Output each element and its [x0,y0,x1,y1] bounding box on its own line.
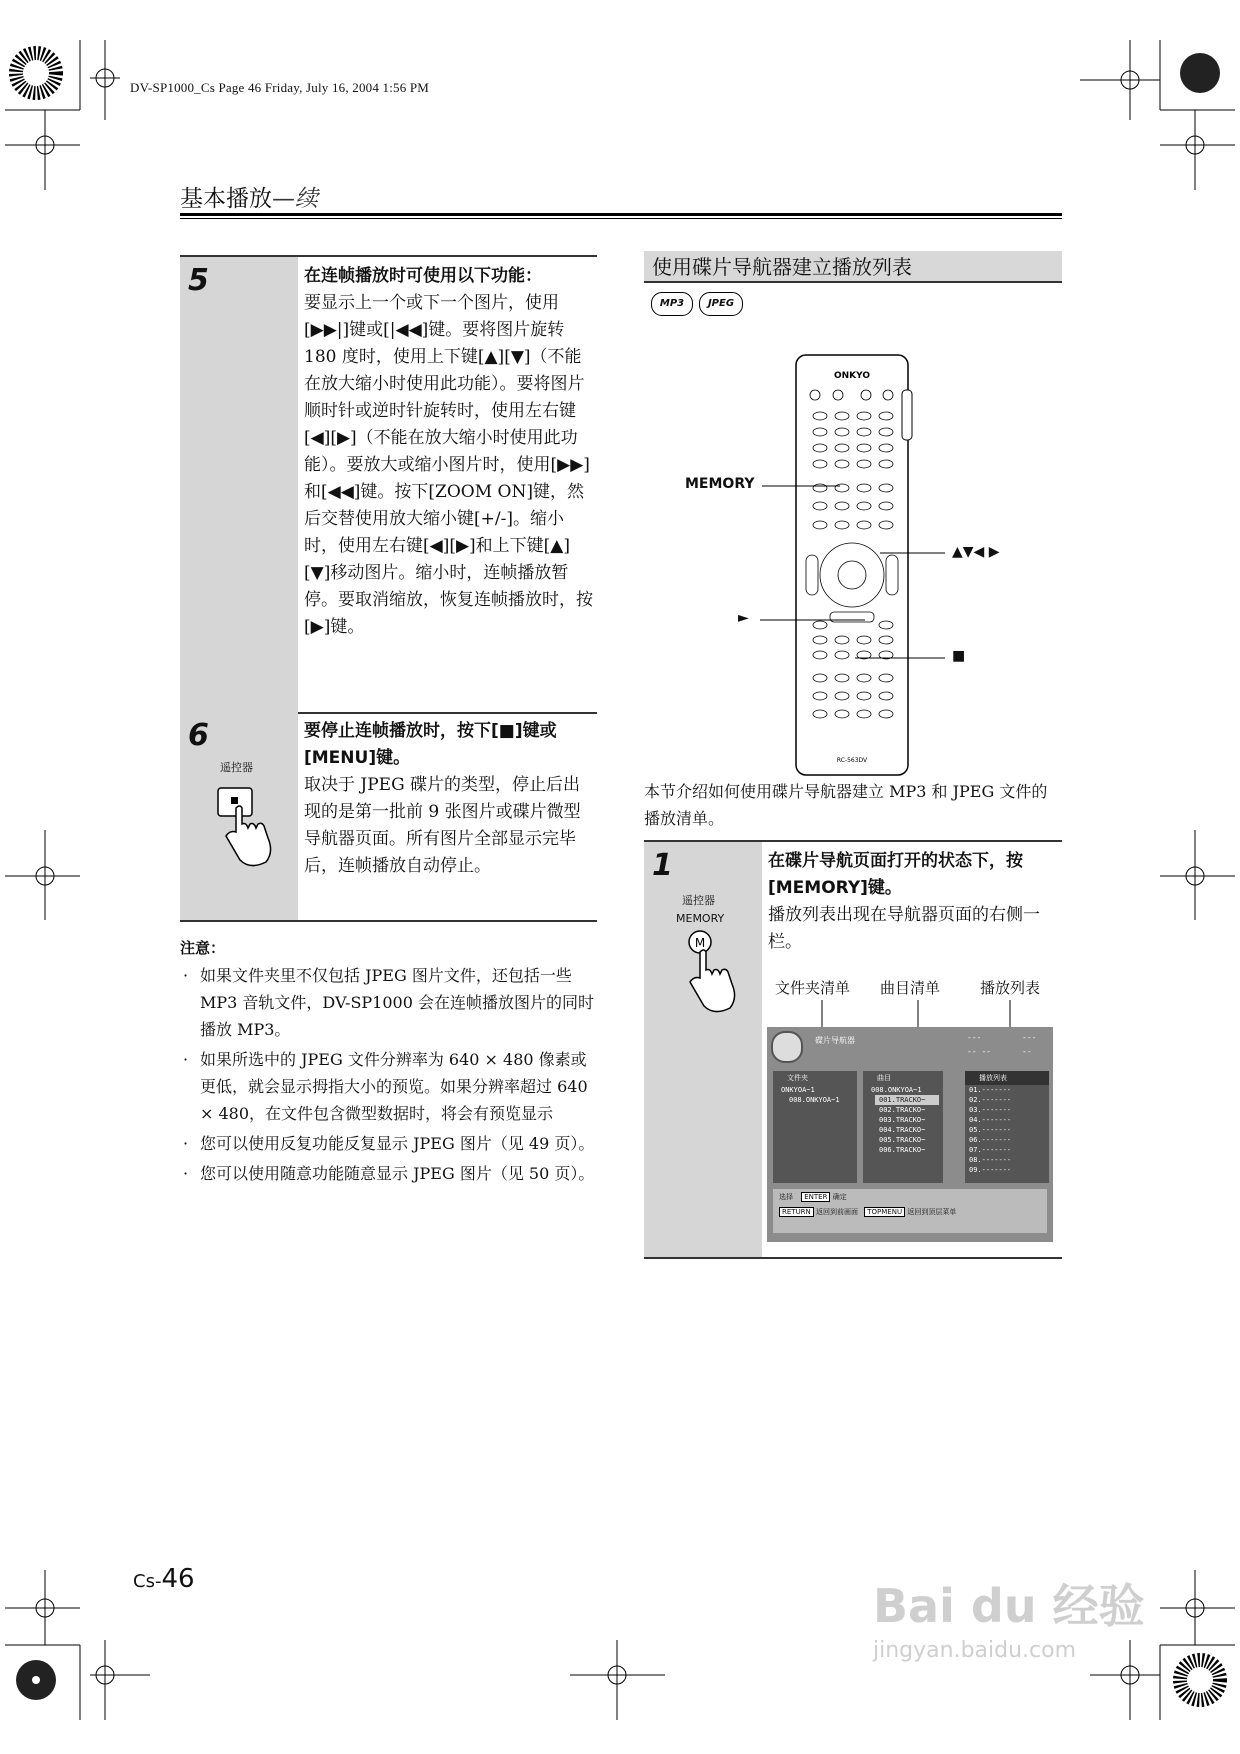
playlist-slot[interactable]: 02.------- [969,1096,1012,1104]
remote-model: RC-563DV [836,757,868,764]
remote-brand: ONKYO [833,371,871,381]
track-item[interactable]: 004.TRACKO~ [879,1126,926,1134]
memory-callout: MEMORY [685,476,755,492]
track-item[interactable]: 008.ONKYOA~1 [871,1086,922,1094]
playlist-label: 播放列表 [980,979,1041,997]
enter-hint: 确定 [832,1193,847,1201]
playlist-pane-header: 播放列表 [965,1071,1049,1085]
track-item[interactable]: 006.TRACKO~ [879,1146,926,1154]
play-callout: ► [738,610,749,626]
notes [180,935,600,1190]
callout-lines [760,480,960,660]
step-5 [180,255,597,714]
section-title: 使用碟片导航器建立播放列表 [644,251,1062,283]
enter-key[interactable]: ENTER [801,1192,830,1202]
folder-item[interactable]: 008.ONKYOA~1 [789,1096,840,1104]
track-item-selected[interactable]: 001.TRACKO~ [875,1095,939,1105]
playlist-pane [965,1071,1049,1183]
print-header: DV-SP1000_Cs Page 46 Friday, July 16, 2004 1:56 PM [130,80,430,95]
step-number: 5 [188,263,209,298]
title-rule-thin [180,218,1062,219]
step-text [768,848,1058,956]
topmenu-hint: 返回到顶层菜单 [907,1208,957,1216]
stop-callout: ■ [952,648,966,664]
disc-icon [771,1031,803,1063]
screen-title: 碟片导航器 [815,1036,855,1045]
playlist-slot[interactable]: 01.------- [969,1086,1012,1094]
note-item: · 您可以使用反复功能反复显示 JPEG 图片（见 49 页）。 [180,1130,600,1157]
step-6 [180,712,597,922]
track-item[interactable]: 003.TRACKO~ [879,1116,926,1124]
page-title: 基本播放—续 [180,186,318,212]
playlist-slot[interactable]: 09.------- [969,1166,1012,1174]
step-heading: 在连帧播放时可使用以下功能： [304,266,542,286]
screen-footer [773,1189,1047,1233]
track-list-label: 曲目清单 [880,979,941,997]
playlist-slot[interactable]: 08.------- [969,1156,1012,1164]
folder-pane-header: 文件夹 [787,1074,808,1082]
remote-label: 遥控器 [682,894,715,907]
note-item: · 如果文件夹里不仅包括 JPEG 图片文件，还包括一些 MP3 音轨文件，DV-SP1000 会在连帧播放图片的同时播放 MP3。 [180,962,600,1043]
mp3-badge: MP3 [651,292,693,316]
notes-heading: 注意： [180,939,226,957]
memory-key-label: MEMORY [676,912,725,925]
intro-text: 本节介绍如何使用碟片导航器建立 MP3 和 JPEG 文件的播放清单。 [644,782,1048,828]
step-heading: 在碟片导航页面打开的状态下，按[MEMORY]键。 [768,851,1023,898]
step-body: 要显示上一个或下一个图片，使用[▶▶|]键或[|◀◀]键。要将图片旋转 180 度时，使用上下键[▲][▼]（不能在放大缩小时使用此功能）。要将图片顺时针或逆时针旋转时，使用左右键[◀][▶]（不能在放大缩小时使用此功能）。要放大或缩小图片时，使用[▶▶]和[◀◀]键。按下[ZOOM ON]键，然后交替使用放大缩小键[+/-]。缩小时，使用左右键[◀][▶]和上下键[▲][▼]移动图片。缩小时，连帧播放暂停。要取消缩放，恢复连帧播放时，按[▶]键。 [304,293,593,637]
track-item[interactable]: 005.TRACKO~ [879,1136,926,1144]
playlist-slot[interactable]: 04.------- [969,1116,1012,1124]
track-pane [863,1071,943,1183]
note-item: · 您可以使用随意功能随意显示 JPEG 图片（见 50 页）。 [180,1160,600,1187]
arrows-callout: ▲▼◀ ▶ [952,544,1000,560]
folder-list-label: 文件夹清单 [775,979,851,997]
watermark [873,1570,1145,1663]
note-item: · 如果所选中的 JPEG 文件分辨率为 640 × 480 像素或更低，就会显示拇指大小的预览。如果分辨率超过 640 × 480，在文件包含微型数据时，将会有预览显示 [180,1046,600,1127]
track-pane-header: 曲目 [877,1074,891,1082]
playlist-slot[interactable]: 06.------- [969,1136,1012,1144]
step-text [304,718,594,880]
hand-press-stop-icon [210,782,280,872]
step-text [304,263,594,641]
return-hint: 返回到前画面 [816,1208,859,1216]
step-body: 取决于 JPEG 碟片的类型，停止后出现的是第一批前 9 张图片或碟片微型导航器页面。所有图片全部显示完毕后，连帧播放自动停止。 [304,775,581,876]
playlist-slot[interactable]: 07.------- [969,1146,1012,1154]
step-heading: 要停止连帧播放时，按下[■]键或[MENU]键。 [304,721,557,768]
step-number-column [644,842,762,1257]
folder-item[interactable]: ONKYOA~1 [781,1086,815,1094]
playlist-slot[interactable]: 03.------- [969,1106,1012,1114]
svg-text:M: M [694,936,706,950]
step-body: 播放列表出现在导航器页面的右侧一栏。 [768,905,1040,952]
return-key[interactable]: RETURN [779,1207,814,1217]
select-hint: 选择 [779,1193,793,1201]
page-number: Cs-46 [133,1564,195,1594]
hand-press-memory-icon [668,926,748,1016]
step-number-column [180,257,298,712]
track-item[interactable]: 002.TRACKO~ [879,1106,926,1114]
watermark-main: Bai du 经验 [873,1579,1145,1633]
remote-label: 遥控器 [220,761,253,774]
step-number: 6 [188,718,209,753]
screen-stat: -- [1022,1047,1032,1056]
step-number-column [180,712,298,920]
disc-navigator-screen [767,1027,1053,1242]
title-rule [180,213,1062,216]
watermark-sub: jingyan.baidu.com [873,1638,1077,1663]
topmenu-key[interactable]: TOPMENU [864,1207,905,1217]
folder-pane [773,1071,857,1183]
step-number: 1 [652,848,673,883]
screen-stat: --- [967,1033,982,1042]
jpeg-badge: JPEG [699,292,743,316]
playlist-slot[interactable]: 05.------- [969,1126,1012,1134]
screen-stat: --- [1022,1033,1037,1042]
screen-stat: -- -- [967,1047,992,1056]
